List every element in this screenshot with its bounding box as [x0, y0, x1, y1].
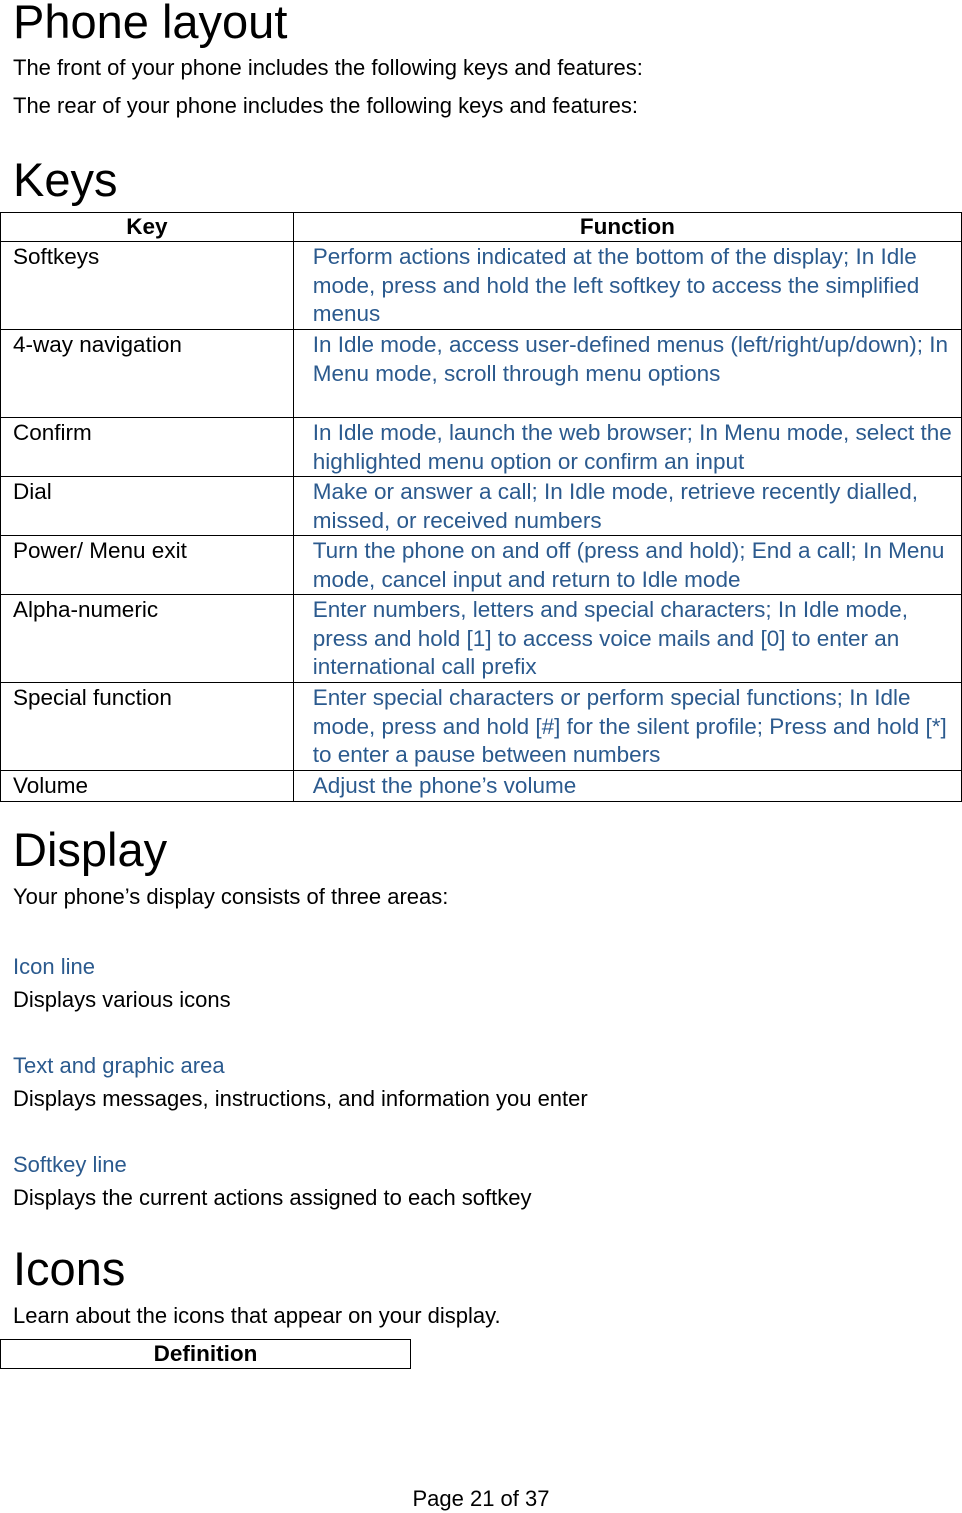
- key-cell: Power/ Menu exit: [1, 536, 294, 595]
- function-cell: Make or answer a call; In Idle mode, retrieve recently dialled, missed, or received numbers: [293, 477, 961, 536]
- icons-intro: Learn about the icons that appear on your display.: [13, 1303, 501, 1328]
- function-cell: Enter special characters or perform special functions; In Idle mode, press and hold [#] for the silent profile; Press and hold [*] to enter a pause between numbers: [293, 683, 961, 771]
- function-cell: Turn the phone on and off (press and hold); End a call; In Menu mode, cancel input and return to Idle mode: [293, 536, 961, 595]
- icons-table: [0, 1339, 411, 1369]
- display-area-name: Text and graphic area: [13, 1053, 225, 1078]
- column-header-definition: Definition: [1, 1340, 411, 1369]
- function-cell: In Idle mode, access user-defined menus (left/right/up/down); In Menu mode, scroll through menu options: [293, 330, 961, 418]
- table-row: [1, 536, 962, 595]
- display-area-name: Softkey line: [13, 1152, 127, 1177]
- table-row: [1, 330, 962, 418]
- key-cell: Softkeys: [1, 242, 294, 330]
- icons-heading: Icons: [13, 1242, 126, 1295]
- column-header-key: Key: [1, 213, 294, 242]
- table-row: [1, 242, 962, 330]
- display-intro: Your phone’s display consists of three areas:: [13, 884, 449, 909]
- display-area-desc: Displays various icons: [13, 987, 231, 1012]
- function-cell: Adjust the phone’s volume: [293, 771, 961, 802]
- key-cell: 4-way navigation: [1, 330, 294, 418]
- icons-table-header-row: [1, 1340, 411, 1369]
- table-row: [1, 683, 962, 771]
- page-number: Page 21 of 37: [412, 1486, 550, 1511]
- keys-table-header-row: [1, 213, 962, 242]
- display-area-desc: Displays the current actions assigned to each softkey: [13, 1185, 532, 1210]
- function-cell: Perform actions indicated at the bottom of the display; In Idle mode, press and hold the left softkey to access the simplified menus: [293, 242, 961, 330]
- keys-heading: Keys: [13, 153, 118, 206]
- column-header-function: Function: [293, 213, 961, 242]
- table-row: [1, 477, 962, 536]
- key-cell: Volume: [1, 771, 294, 802]
- display-area-name: Icon line: [13, 954, 95, 979]
- display-heading: Display: [13, 823, 168, 876]
- table-row: [1, 771, 962, 802]
- key-cell: Alpha-numeric: [1, 595, 294, 683]
- function-cell: Enter numbers, letters and special characters; In Idle mode, press and hold [1] to access voice mails and [0] to enter an international call prefix: [293, 595, 961, 683]
- key-cell: Confirm: [1, 418, 294, 477]
- intro-rear: The rear of your phone includes the following keys and features:: [13, 93, 638, 118]
- function-cell: In Idle mode, launch the web browser; In Menu mode, select the highlighted menu option or confirm an input: [293, 418, 961, 477]
- intro-front: The front of your phone includes the following keys and features:: [13, 55, 643, 80]
- key-cell: Dial: [1, 477, 294, 536]
- key-cell: Special function: [1, 683, 294, 771]
- page-title: Phone layout: [13, 0, 288, 48]
- table-row: [1, 418, 962, 477]
- display-area-desc: Displays messages, instructions, and information you enter: [13, 1086, 588, 1111]
- keys-table: [0, 212, 962, 802]
- table-row: [1, 595, 962, 683]
